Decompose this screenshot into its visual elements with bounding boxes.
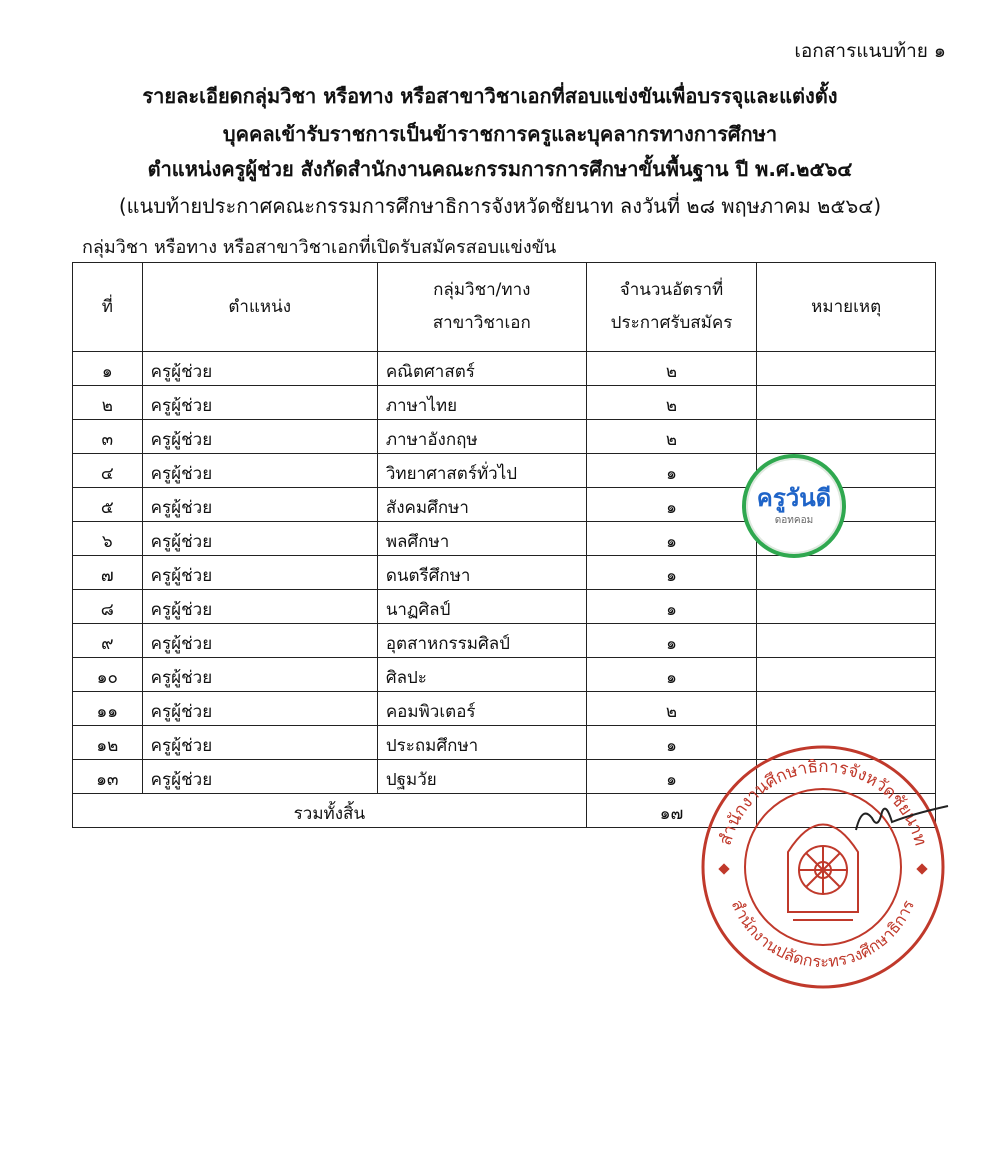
row-quota: ๒ [586, 352, 757, 386]
row-subject: ภาษาอังกฤษ [377, 420, 586, 454]
row-number: ๒ [73, 386, 143, 420]
header-position: ตำแหน่ง [142, 263, 377, 352]
row-quota: ๒ [586, 386, 757, 420]
row-position: ครูผู้ช่วย [142, 386, 377, 420]
watermark-sub-text: ดอทคอม [774, 514, 814, 526]
row-number: ๑๑ [73, 692, 143, 726]
row-subject: ภาษาไทย [377, 386, 586, 420]
table-row [73, 352, 936, 386]
row-subject: ดนตรีศึกษา [377, 556, 586, 590]
row-quota: ๒ [586, 692, 757, 726]
row-quota: ๑ [586, 624, 757, 658]
row-number: ๔ [73, 454, 143, 488]
table-subheading: กลุ่มวิชา หรือทาง หรือสาขาวิชาเอกที่เปิดรับสมัครสอบแข่งขัน [82, 237, 557, 258]
row-quota: ๑ [586, 658, 757, 692]
header-subject-line-1: กลุ่มวิชา/ทาง [433, 280, 531, 300]
header-subject [377, 263, 586, 352]
row-position: ครูผู้ช่วย [142, 556, 377, 590]
row-number: ๙ [73, 624, 143, 658]
row-subject: อุตสาหกรรมศิลป์ [377, 624, 586, 658]
row-position: ครูผู้ช่วย [142, 658, 377, 692]
row-subject: ปฐมวัย [377, 760, 586, 794]
row-number: ๑ [73, 352, 143, 386]
row-number: ๑๓ [73, 760, 143, 794]
row-position: ครูผู้ช่วย [142, 590, 377, 624]
title-line-2: บุคคลเข้ารับราชการเป็นข้าราชการครูและบุคลากรทางการศึกษา [222, 122, 778, 146]
table-row [73, 590, 936, 624]
table-row [73, 658, 936, 692]
row-remarks [757, 658, 936, 692]
row-position: ครูผู้ช่วย [142, 760, 377, 794]
total-label: รวมทั้งสิ้น [73, 794, 587, 828]
table-row [73, 624, 936, 658]
row-quota: ๑ [586, 488, 757, 522]
watermark-main-text: ครูวันดี [756, 483, 832, 512]
annex-label: เอกสารแนบท้าย ๑ [794, 40, 946, 62]
row-number: ๑๐ [73, 658, 143, 692]
row-position: ครูผู้ช่วย [142, 352, 377, 386]
title-line-4: (แนบท้ายประกาศคณะกรรมการศึกษาธิการจังหวัดชัยนาท ลงวันที่ ๒๘ พฤษภาคม ๒๕๖๔) [118, 194, 882, 218]
row-position: ครูผู้ช่วย [142, 726, 377, 760]
row-position: ครูผู้ช่วย [142, 692, 377, 726]
row-quota: ๑ [586, 454, 757, 488]
header-remarks: หมายเหตุ [757, 263, 936, 352]
signature-mark [852, 800, 952, 840]
row-number: ๘ [73, 590, 143, 624]
row-subject: ประถมศึกษา [377, 726, 586, 760]
header-quota-line-2: ประกาศรับสมัคร [610, 313, 733, 333]
header-quota [586, 263, 757, 352]
table-header-row [73, 263, 936, 352]
table-body [73, 352, 936, 794]
row-subject: คณิตศาสตร์ [377, 352, 586, 386]
table-row [73, 692, 936, 726]
header-quota-line-1: จำนวนอัตราที่ [619, 280, 724, 300]
row-position: ครูผู้ช่วย [142, 624, 377, 658]
row-position: ครูผู้ช่วย [142, 420, 377, 454]
row-number: ๗ [73, 556, 143, 590]
row-number: ๓ [73, 420, 143, 454]
table-row [73, 386, 936, 420]
table-row [73, 420, 936, 454]
row-remarks [757, 692, 936, 726]
seal-top-text: สำนักงานศึกษาธิการจังหวัดชัยนาท [715, 756, 931, 848]
row-subject: พลศึกษา [377, 522, 586, 556]
row-quota: ๑ [586, 522, 757, 556]
row-subject: นาฏศิลป์ [377, 590, 586, 624]
row-remarks [757, 420, 936, 454]
row-quota: ๒ [586, 420, 757, 454]
row-quota: ๑ [586, 556, 757, 590]
row-remarks [757, 590, 936, 624]
row-quota: ๑ [586, 590, 757, 624]
row-number: ๕ [73, 488, 143, 522]
row-remarks [757, 624, 936, 658]
header-no: ที่ [73, 263, 143, 352]
row-subject: วิทยาศาสตร์ทั่วไป [377, 454, 586, 488]
kruwandee-watermark-logo [742, 454, 846, 558]
official-seal-stamp [698, 742, 948, 992]
row-number: ๖ [73, 522, 143, 556]
row-remarks [757, 556, 936, 590]
row-remarks [757, 386, 936, 420]
row-subject: ศิลปะ [377, 658, 586, 692]
seal-emblem-icon [788, 825, 858, 921]
row-position: ครูผู้ช่วย [142, 454, 377, 488]
row-quota: ๑ [586, 726, 757, 760]
row-subject: คอมพิวเตอร์ [377, 692, 586, 726]
row-quota: ๑ [586, 760, 757, 794]
title-line-1: รายละเอียดกลุ่มวิชา หรือทาง หรือสาขาวิชาเอกที่สอบแข่งขันเพื่อบรรจุและแต่งตั้ง [142, 84, 838, 108]
row-number: ๑๒ [73, 726, 143, 760]
row-position: ครูผู้ช่วย [142, 522, 377, 556]
total-quota: ๑๗ [586, 794, 757, 828]
title-line-3: ตำแหน่งครูผู้ช่วย สังกัดสำนักงานคณะกรรมการการศึกษาขั้นพื้นฐาน ปี พ.ศ.๒๕๖๔ [147, 157, 853, 181]
row-subject: สังคมศึกษา [377, 488, 586, 522]
row-position: ครูผู้ช่วย [142, 488, 377, 522]
header-subject-line-2: สาขาวิชาเอก [432, 313, 531, 333]
table-row [73, 556, 936, 590]
seal-bottom-text: สำนักงานปลัดกระทรวงศึกษาธิการ [727, 896, 918, 972]
row-remarks [757, 352, 936, 386]
